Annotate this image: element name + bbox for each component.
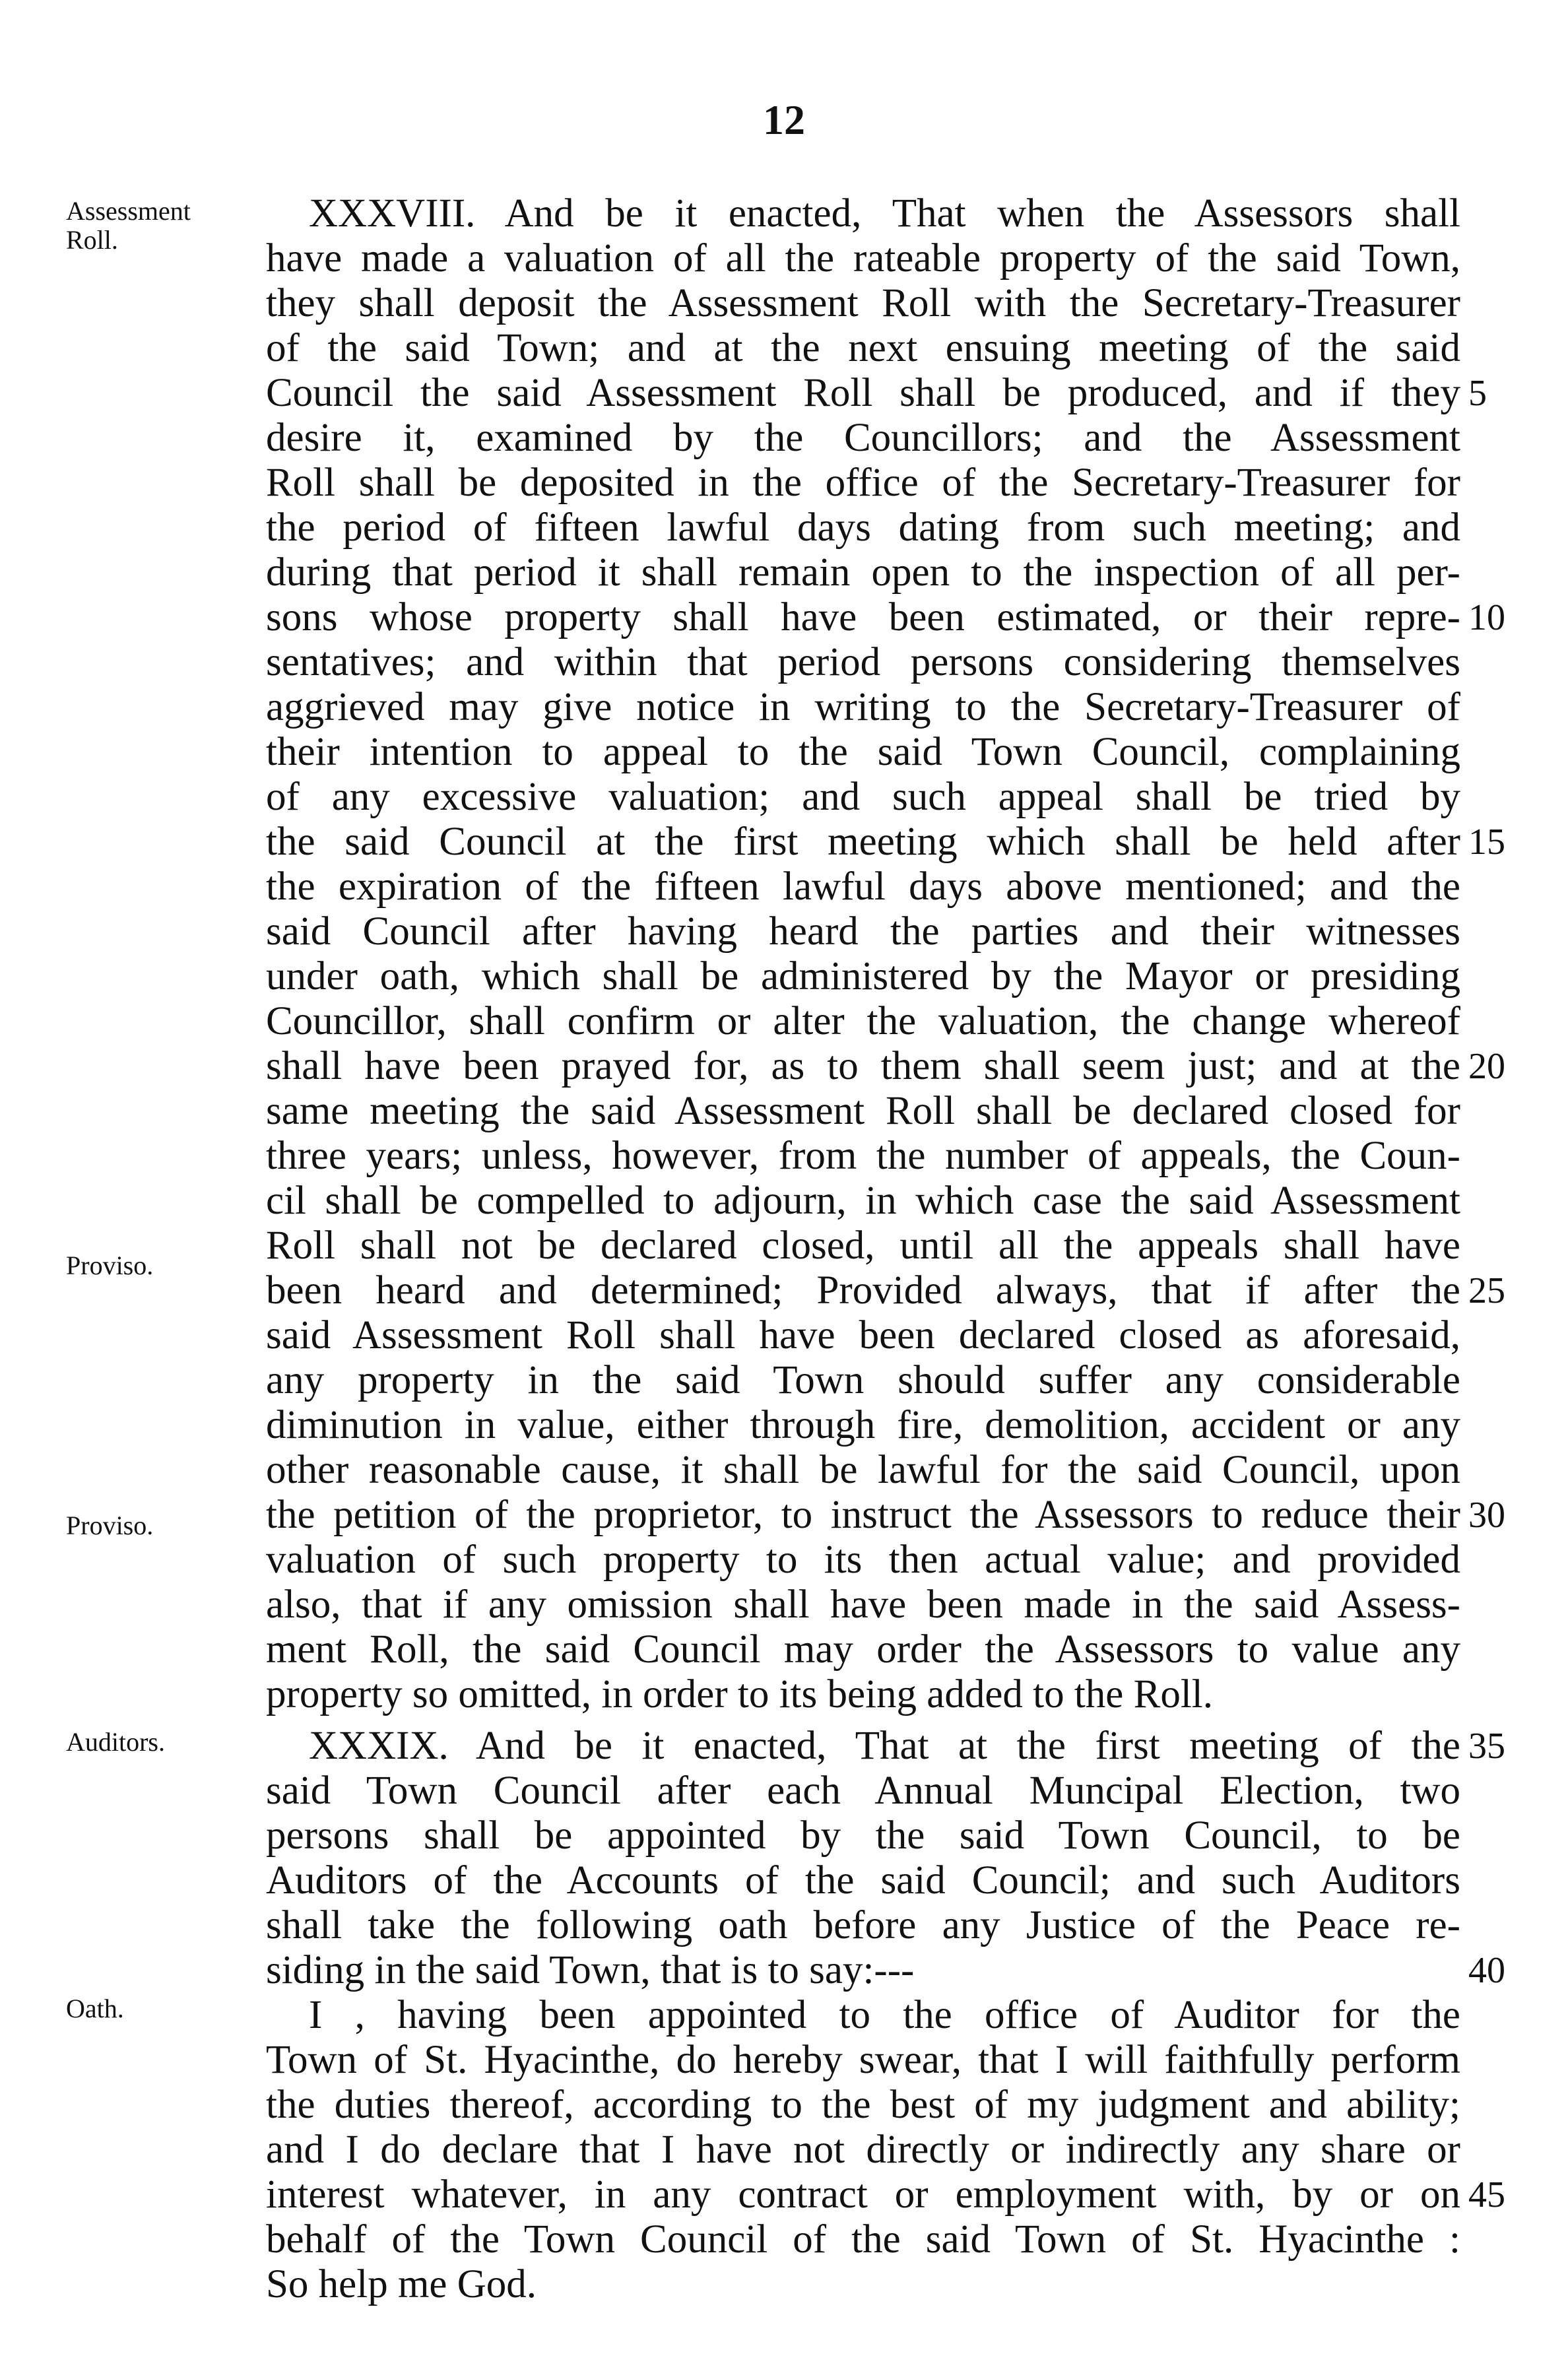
- text-line: said Town Council after each Annual Muncipal Election, two: [266, 1769, 1460, 1813]
- line-number: 5: [1468, 373, 1487, 414]
- text-line: the period of fifteen lawful days dating from such meeting; and: [266, 505, 1460, 550]
- text-line: their intention to appeal to the said Town Council, complaining: [266, 730, 1460, 774]
- text-line: behalf of the Town Council of the said Town of St. Hyacinthe :: [266, 2217, 1460, 2262]
- text-line: sons whose property shall have been estimated, or their repre-: [266, 595, 1460, 639]
- text-line: persons shall be appointed by the said Town Council, to be: [266, 1813, 1460, 1858]
- text-line: shall have been prayed for, as to them shall seem just; and at the: [266, 1044, 1460, 1088]
- margin-note-proviso: Proviso.: [66, 1511, 154, 1540]
- line-number: 20: [1468, 1046, 1505, 1087]
- text-line: diminution in value, either through fire, demolition, accident or any: [266, 1403, 1460, 1447]
- text-line: been heard and determined; Provided always, that if after the: [266, 1268, 1460, 1313]
- text-line: the petition of the proprietor, to instruct the Assessors to reduce their: [266, 1493, 1460, 1537]
- text-line: same meeting the said Assessment Roll shall be declared closed for: [266, 1089, 1460, 1133]
- text-line: other reasonable cause, it shall be lawful for the said Council, upon: [266, 1448, 1460, 1492]
- line-number: 30: [1468, 1495, 1505, 1536]
- line-number: 45: [1468, 2174, 1505, 2215]
- text-line: the said Council at the first meeting which shall be held after: [266, 820, 1460, 864]
- text-line: XXXIX. And be it enacted, That at the first meeting of the: [309, 1724, 1460, 1768]
- line-number: 40: [1468, 1950, 1505, 1991]
- line-number: 15: [1468, 822, 1505, 863]
- text-line: of the said Town; and at the next ensuing meeting of the said: [266, 326, 1460, 370]
- text-line: the expiration of the fifteen lawful days above mentioned; and the: [266, 864, 1460, 909]
- text-line: Town of St. Hyacinthe, do hereby swear, that I will faithfully perform: [266, 2038, 1460, 2082]
- text-line: said Assessment Roll shall have been declared closed as aforesaid,: [266, 1313, 1460, 1357]
- line-number: 35: [1468, 1726, 1505, 1767]
- text-line: So help me God.: [266, 2262, 537, 2306]
- text-line: the duties thereof, according to the best of my judgment and ability;: [266, 2083, 1460, 2127]
- text-line: Roll shall not be declared closed, until all the appeals shall have: [266, 1223, 1460, 1268]
- text-line: during that period it shall remain open to the inspection of all per-: [266, 550, 1460, 595]
- text-line: Auditors of the Accounts of the said Council; and such Auditors: [266, 1858, 1460, 1903]
- text-line: said Council after having heard the parties and their witnesses: [266, 909, 1460, 954]
- text-line: three years; unless, however, from the number of appeals, the Coun-: [266, 1134, 1460, 1178]
- text-line: have made a valuation of all the rateable property of the said Town,: [266, 236, 1460, 280]
- text-line: property so omitted, in order to its being added to the Roll.: [266, 1672, 1213, 1716]
- text-line: they shall deposit the Assessment Roll with the Secretary-Treasurer: [266, 281, 1460, 325]
- page-number: 12: [763, 96, 805, 143]
- text-line: shall take the following oath before any Justice of the Peace re-: [266, 1903, 1460, 1947]
- text-line: of any excessive valuation; and such appeal shall be tried by: [266, 775, 1460, 819]
- margin-note-assessment-roll: Assessment Roll.: [66, 196, 191, 255]
- line-number: 10: [1468, 597, 1505, 638]
- text-line: and I do declare that I have not directly or indirectly any share or: [266, 2128, 1460, 2172]
- text-line: also, that if any omission shall have been made in the said Assess-: [266, 1582, 1460, 1627]
- text-line: Council the said Assessment Roll shall be produced, and if they: [266, 371, 1460, 415]
- text-line: desire it, examined by the Councillors; and the Assessment: [266, 416, 1460, 460]
- text-line: valuation of such property to its then actual value; and provided: [266, 1538, 1460, 1582]
- text-line: aggrieved may give notice in writing to the Secretary-Treasurer of: [266, 685, 1460, 729]
- text-line: Councillor, shall confirm or alter the valuation, the change whereof: [266, 999, 1460, 1043]
- margin-note-auditors: Auditors.: [66, 1727, 165, 1757]
- text-line: XXXVIII. And be it enacted, That when the Assessors shall: [309, 191, 1460, 236]
- text-line: under oath, which shall be administered by the Mayor or presiding: [266, 954, 1460, 998]
- text-line: interest whatever, in any contract or employment with, by or on: [266, 2172, 1460, 2217]
- margin-note-oath: Oath.: [66, 1994, 124, 2023]
- text-line: cil shall be compelled to adjourn, in which case the said Assessment: [266, 1179, 1460, 1223]
- text-line: any property in the said Town should suffer any considerable: [266, 1358, 1460, 1402]
- text-line: ment Roll, the said Council may order the Assessors to value any: [266, 1627, 1460, 1672]
- text-line: I , having been appointed to the office of Auditor for the: [309, 1993, 1460, 2037]
- text-line: siding in the said Town, that is to say:---: [266, 1948, 915, 1992]
- margin-note-proviso: Proviso.: [66, 1251, 154, 1280]
- line-number: 25: [1468, 1270, 1505, 1311]
- text-line: Roll shall be deposited in the office of the Secretary-Treasurer for: [266, 461, 1460, 505]
- text-line: sentatives; and within that period persons considering themselves: [266, 640, 1460, 684]
